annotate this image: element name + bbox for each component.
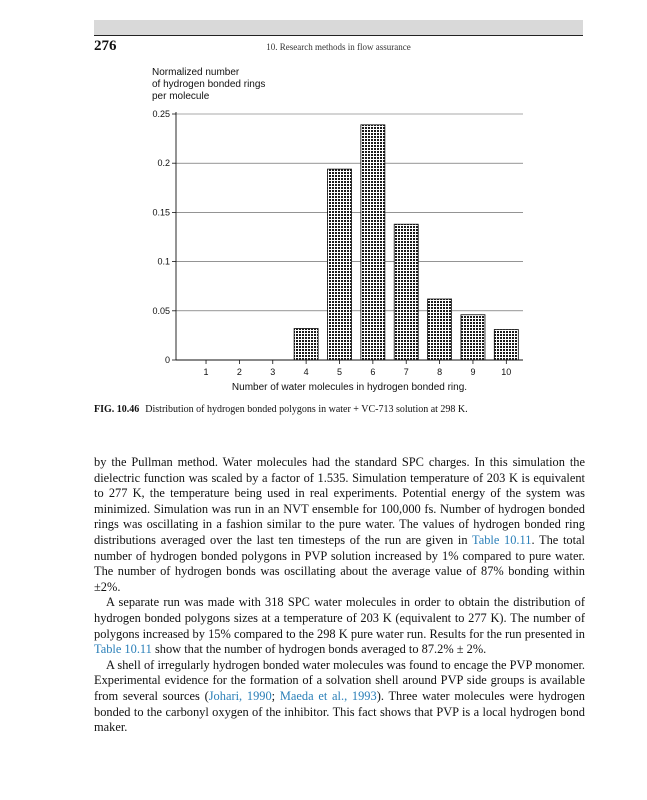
header-rule (94, 35, 583, 36)
y-label-line-2: of hydrogen bonded rings (152, 79, 266, 90)
bar-chart (140, 106, 540, 396)
figure-caption (94, 404, 468, 415)
y-tick-label: 0.15 (152, 207, 170, 218)
y-tick-label: 0 (164, 355, 170, 365)
citation-link-johari[interactable]: Johari, 1990 (208, 688, 272, 703)
y-tick-label: 0.05 (152, 305, 170, 316)
x-tick-label: 8 (437, 367, 443, 377)
table-link[interactable]: Table 10.11 (94, 642, 152, 657)
y-tick-label: 0.1 (157, 256, 170, 267)
chart-y-axis-label (152, 67, 265, 103)
figure-label: FIG. 10.46 (94, 404, 140, 415)
bar (294, 329, 318, 360)
p1-text-a: by the Pullman method. Water molecules had the standard SPC charges. In this simulation the dielectric function was scaled by a factor of 1.535. Simulation temperature of 203 K is equivalent to 277 K, the temperature being used in real experiments. Potential energy of the system was minimized. Simulation was run in an NVT ensemble for 100,000 fs. Number of hydrogen bonded rings was oscillating in a fashion similar to the pure water. The values of hydrogen bonded ring distributions averaged over the last ten timesteps of the run are given in (94, 455, 585, 547)
citation-link-maeda[interactable]: Maeda et al., 1993 (279, 688, 377, 703)
x-tick-label: 4 (303, 367, 309, 377)
y-label-line-3: per molecule (152, 91, 210, 102)
figure-caption-text: Distribution of hydrogen bonded polygons in water + VC-713 solution at 298 K. (145, 404, 468, 415)
header-bar (94, 20, 583, 35)
x-tick-label: 6 (370, 367, 376, 377)
page-number: 276 (94, 38, 117, 54)
bar (394, 224, 418, 360)
x-axis-label: Number of water molecules in hydrogen bonded ring. (231, 382, 468, 393)
x-tick-label: 2 (236, 367, 242, 377)
bar (361, 125, 385, 360)
x-tick-label: 10 (501, 367, 512, 377)
paragraph-1 (94, 455, 585, 595)
x-tick-label: 5 (336, 367, 342, 377)
p2-text-a: A separate run was made with 318 SPC water molecules in order to obtain the distribution of hydrogen bonded polygons sizes at a temperature of 203 K (equivalent to 277 K). The number of polygons increased by 15% compared to the 298 K pure water run. Results for the run presented in (94, 595, 585, 641)
p3-separator: ; (271, 688, 280, 703)
p2-text-b: show that the number of hydrogen bonds averaged to 87.2% ± 2%. (151, 642, 487, 657)
bar (461, 315, 485, 360)
y-tick-label: 0.2 (157, 158, 170, 169)
x-tick-label: 7 (403, 367, 409, 377)
p1-text-b: . The total number of hydrogen bonded polygons in PVP solution increased by 1% compared to pure water. The number of hydrogen bonds was oscillating about the average value of 87% bonding within ±2%. (94, 532, 585, 594)
running-head: 10. Research methods in flow assurance (266, 42, 411, 52)
x-tick-label: 3 (270, 367, 276, 377)
bar (327, 169, 351, 360)
p3-text-a: A shell of irregularly hydrogen bonded water molecules was found to encage the PVP monomer. Experimental evidence for the formation of a solvation shell around PVP side groups is available from several sources ( (94, 657, 585, 703)
table-link[interactable]: Table 10.11 (472, 532, 532, 547)
body-text (94, 455, 585, 736)
y-tick-label: 0.25 (152, 109, 170, 119)
p3-text-b: ). Three water molecules were hydrogen bonded to the carbonyl oxygen of the inhibitor. This fact shows that PVP is a local hydrogen bond maker. (94, 688, 585, 735)
y-label-line-1: Normalized number (152, 67, 240, 78)
bar (428, 299, 452, 360)
paragraph-3 (94, 658, 585, 736)
x-tick-label: 1 (203, 367, 209, 377)
x-tick-label: 9 (470, 367, 476, 377)
bar (494, 329, 518, 360)
paragraph-2 (94, 595, 585, 657)
